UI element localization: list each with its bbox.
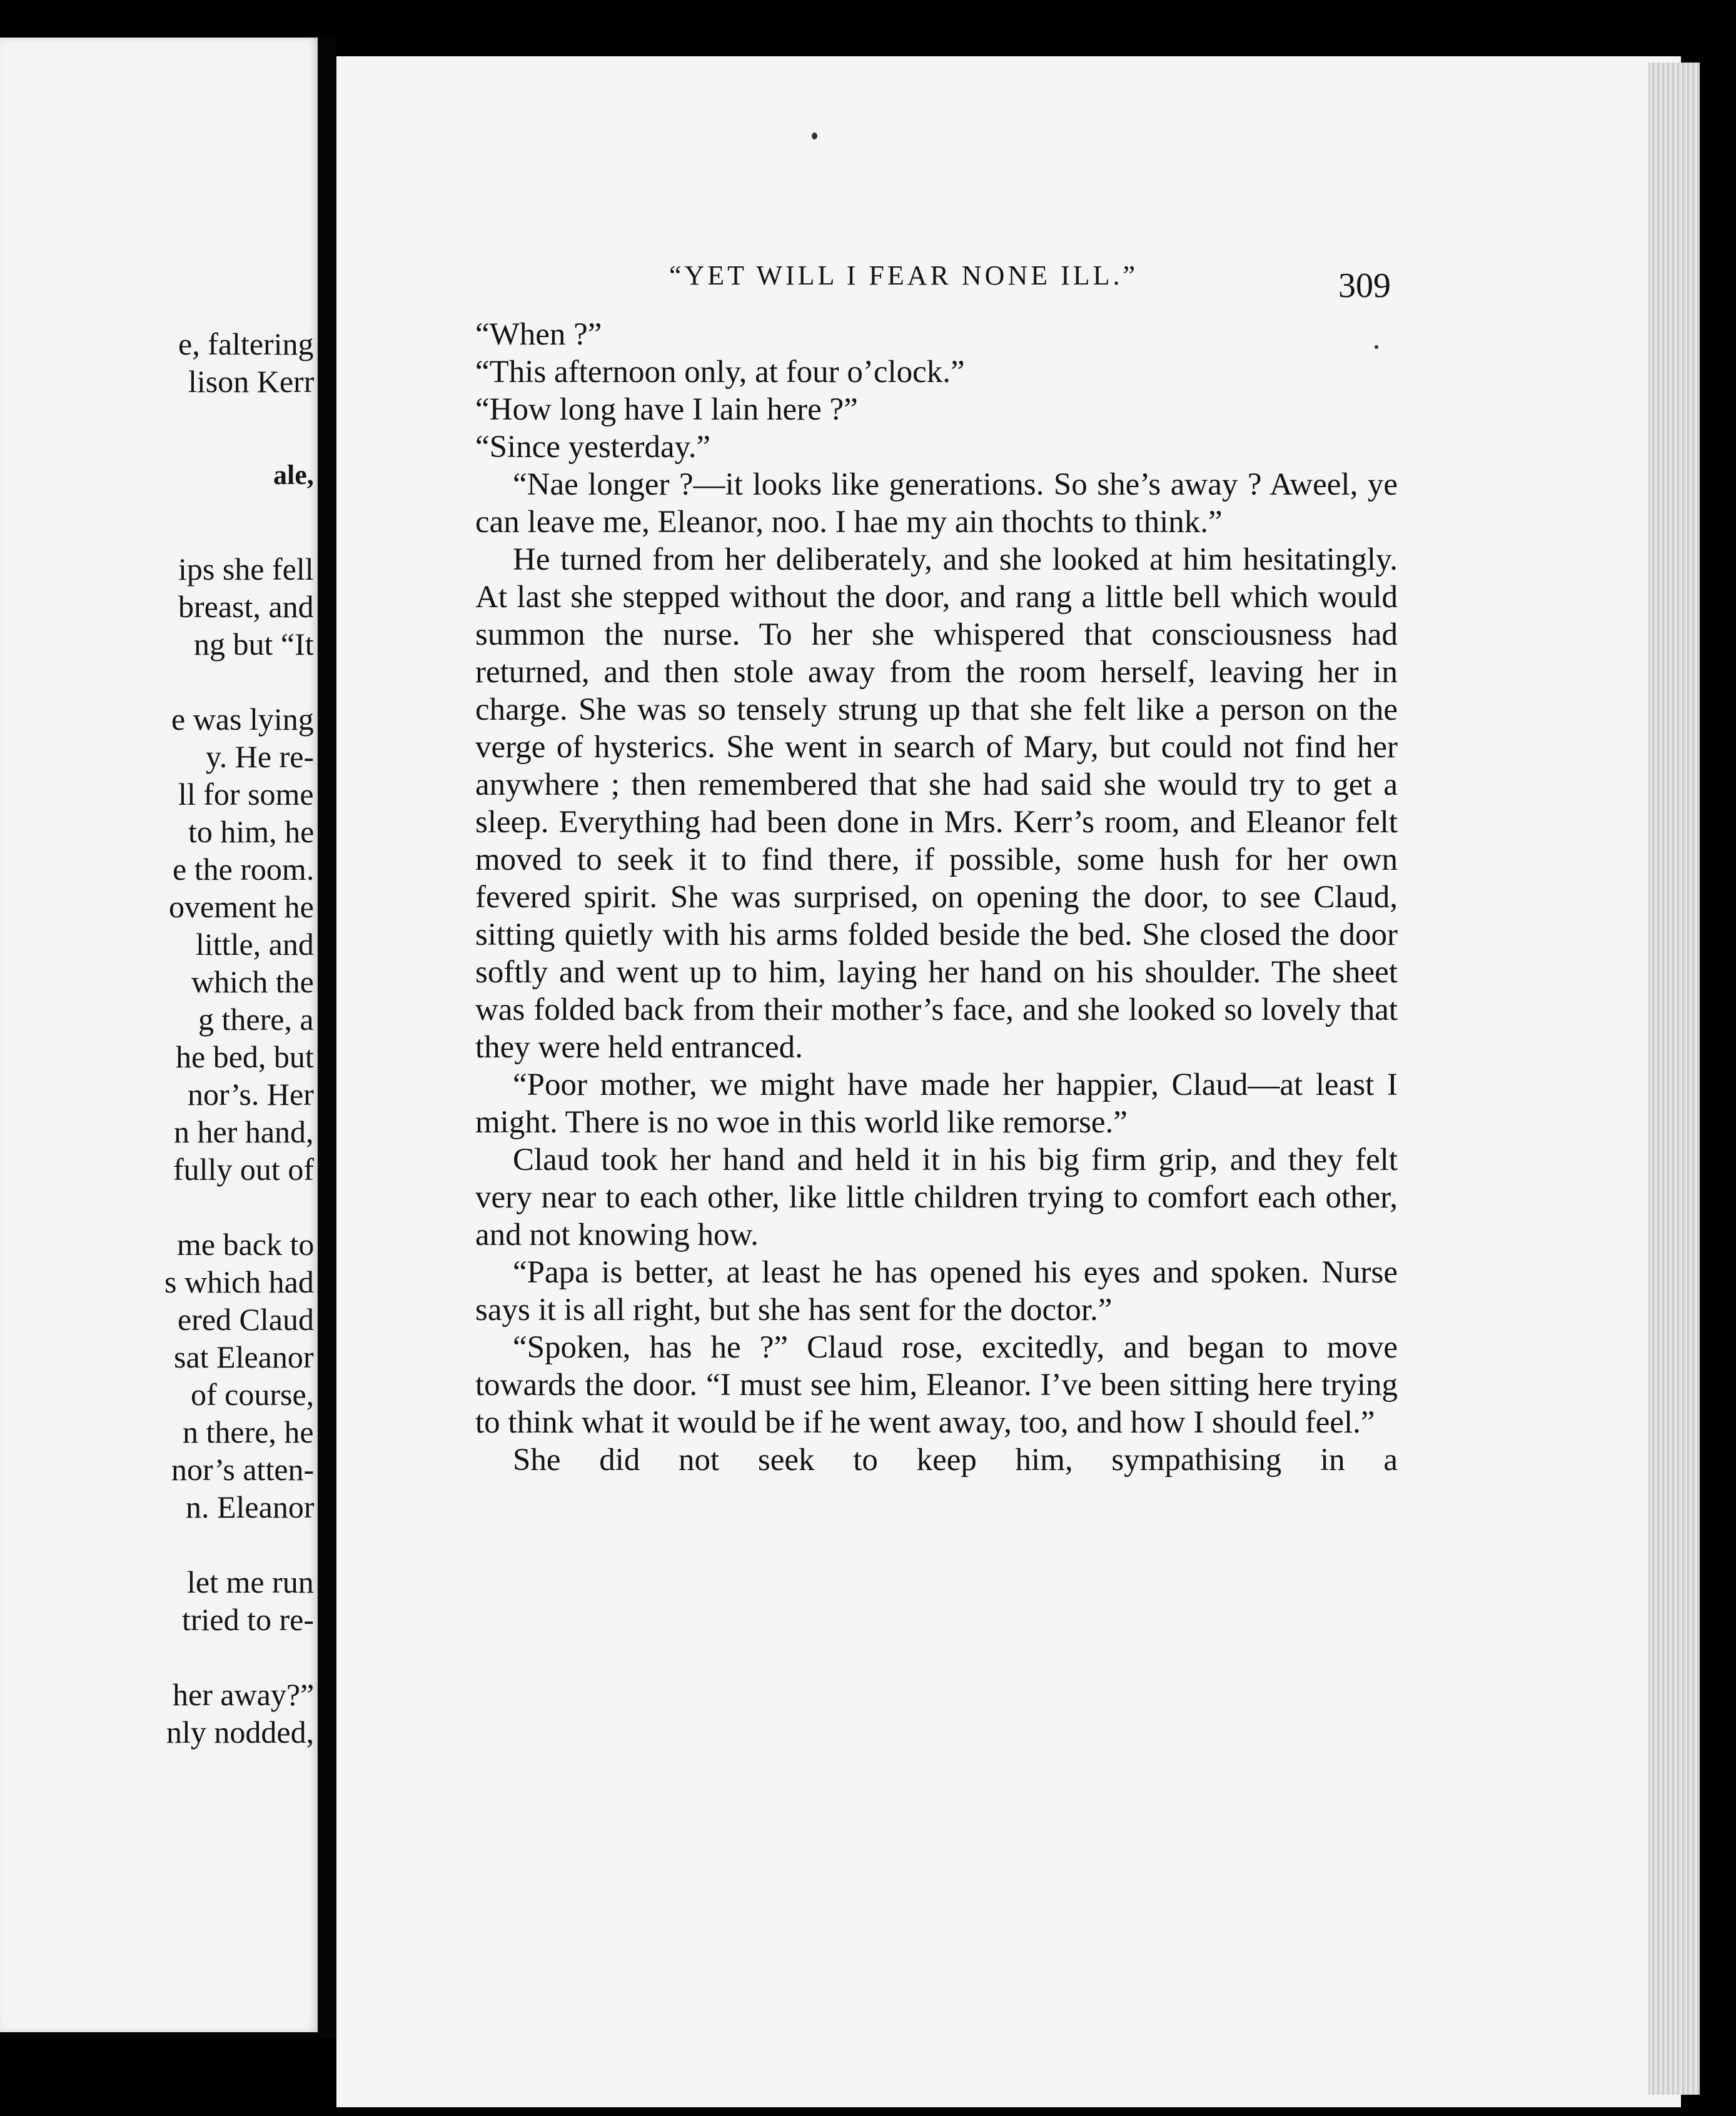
left-page-text-line: which the xyxy=(191,964,314,999)
paragraph: “Since yesterday.” xyxy=(475,430,711,465)
left-page-text-line: nor’s atten- xyxy=(171,1452,315,1487)
left-page-text-line: little, and xyxy=(196,927,314,962)
left-page-text-line: ll for some xyxy=(178,777,314,812)
paragraph: “Papa is better, at least he has opened his eyes and spoken. Nurse says it is all right, but she has sent for the doctor.” xyxy=(475,1255,1398,1328)
page-number: 309 xyxy=(1338,266,1391,305)
left-page-text-line: to him, he xyxy=(188,814,315,849)
left-page-text-line: he bed, but xyxy=(176,1039,314,1074)
left-page-text-line: her away?” xyxy=(173,1677,315,1712)
paragraph: “Nae longer ?—it looks like generations. So she’s away ? Aweel, ye can leave me, Eleanor, noo. I hae my ain thochts to think.” xyxy=(475,467,1398,540)
left-page-text-line: breast, and xyxy=(178,589,314,624)
scan-speck xyxy=(812,133,817,139)
paragraph: “This afternoon only, at four o’clock.” xyxy=(475,355,965,390)
running-head: “YET WILL I FEAR NONE ILL.” xyxy=(669,260,1139,291)
paragraph: She did not seek to keep him, sympathising in a xyxy=(513,1443,1398,1478)
left-page-text-line: nor’s. Her xyxy=(188,1077,314,1112)
left-page-text-line: let me run xyxy=(187,1564,314,1600)
left-page-text-line: ovement he xyxy=(169,889,314,924)
left-page-text-line: nly nodded, xyxy=(166,1715,315,1750)
left-page-text-line: fully out of xyxy=(173,1152,314,1187)
left-page-text-line: of course, xyxy=(191,1377,315,1412)
paragraph: “Poor mother, we might have made her happier, Claud—at least I might. There is no woe in this world like remorse.” xyxy=(475,1067,1398,1140)
left-page-text-line: n. Eleanor xyxy=(186,1489,315,1524)
left-page-text-line: ng but “It xyxy=(194,627,314,662)
left-page-text-line: n there, he xyxy=(183,1414,314,1449)
left-page-text-line: me back to xyxy=(177,1227,315,1262)
left-page-text-line: g there, a xyxy=(198,1002,314,1037)
paragraph: “When ?” xyxy=(475,317,602,352)
left-page-text-line: lison Kerr xyxy=(188,364,315,399)
left-page-text-line: ips she fell xyxy=(178,552,314,587)
left-page-text-line: s which had xyxy=(164,1264,314,1299)
page-edges xyxy=(1648,63,1700,2095)
left-page-text-line: e was lying xyxy=(171,702,314,737)
book-gutter xyxy=(318,38,336,2038)
paragraph: He turned from her deliberately, and she looked at him hesitatingly. At last she stepped without the door, and rang a little bell which would summon the nurse. To her she whispered that consciousness had returned, and then stole away from the room herself, leaving her in charge. She was so tensely strung up that she felt like a person on the verge of hysterics. She went in search of Mary, but could not find her anywhere ; then remembered that she had said she would try to get a sleep. Everything had been done in Mrs. Kerr’s room, and Eleanor felt moved to seek it to find there, if possible, some hush for her own fevered spirit. She was surprised, on opening the door, to see Claud, sitting quietly with his arms folded beside the bed. She closed the door softly and went up to him, laying her hand on his shoulder. The sheet was folded back from their mother’s face, and she looked so lovely that they were held entranced. xyxy=(475,542,1398,1065)
paragraph: “Spoken, has he ?” Claud rose, excitedly, and began to move towards the door. “I must see him, Eleanor. I’ve been sitting here trying to think what it would be if he went away, too, and how I should feel.” xyxy=(475,1330,1398,1440)
left-page-text-line: y. He re- xyxy=(206,739,315,774)
scan-speck xyxy=(1375,345,1378,349)
left-page-text-line: sat Eleanor xyxy=(174,1339,314,1374)
left-page-text-line: ale, xyxy=(273,460,314,490)
left-page-text-line: tried to re- xyxy=(182,1602,315,1637)
body-text xyxy=(475,316,1398,1479)
left-page-text-line: n her hand, xyxy=(174,1114,314,1149)
left-page-text-line: ered Claud xyxy=(178,1302,314,1337)
paragraph: “How long have I lain here ?” xyxy=(475,392,858,427)
left-page-text-line: e the room. xyxy=(173,852,315,887)
left-page xyxy=(0,38,318,2032)
left-page-text-line: e, faltering xyxy=(178,326,314,361)
paragraph: Claud took her hand and held it in his big firm grip, and they felt very near to each other, like little children trying to comfort each other, and not knowing how. xyxy=(475,1142,1398,1252)
